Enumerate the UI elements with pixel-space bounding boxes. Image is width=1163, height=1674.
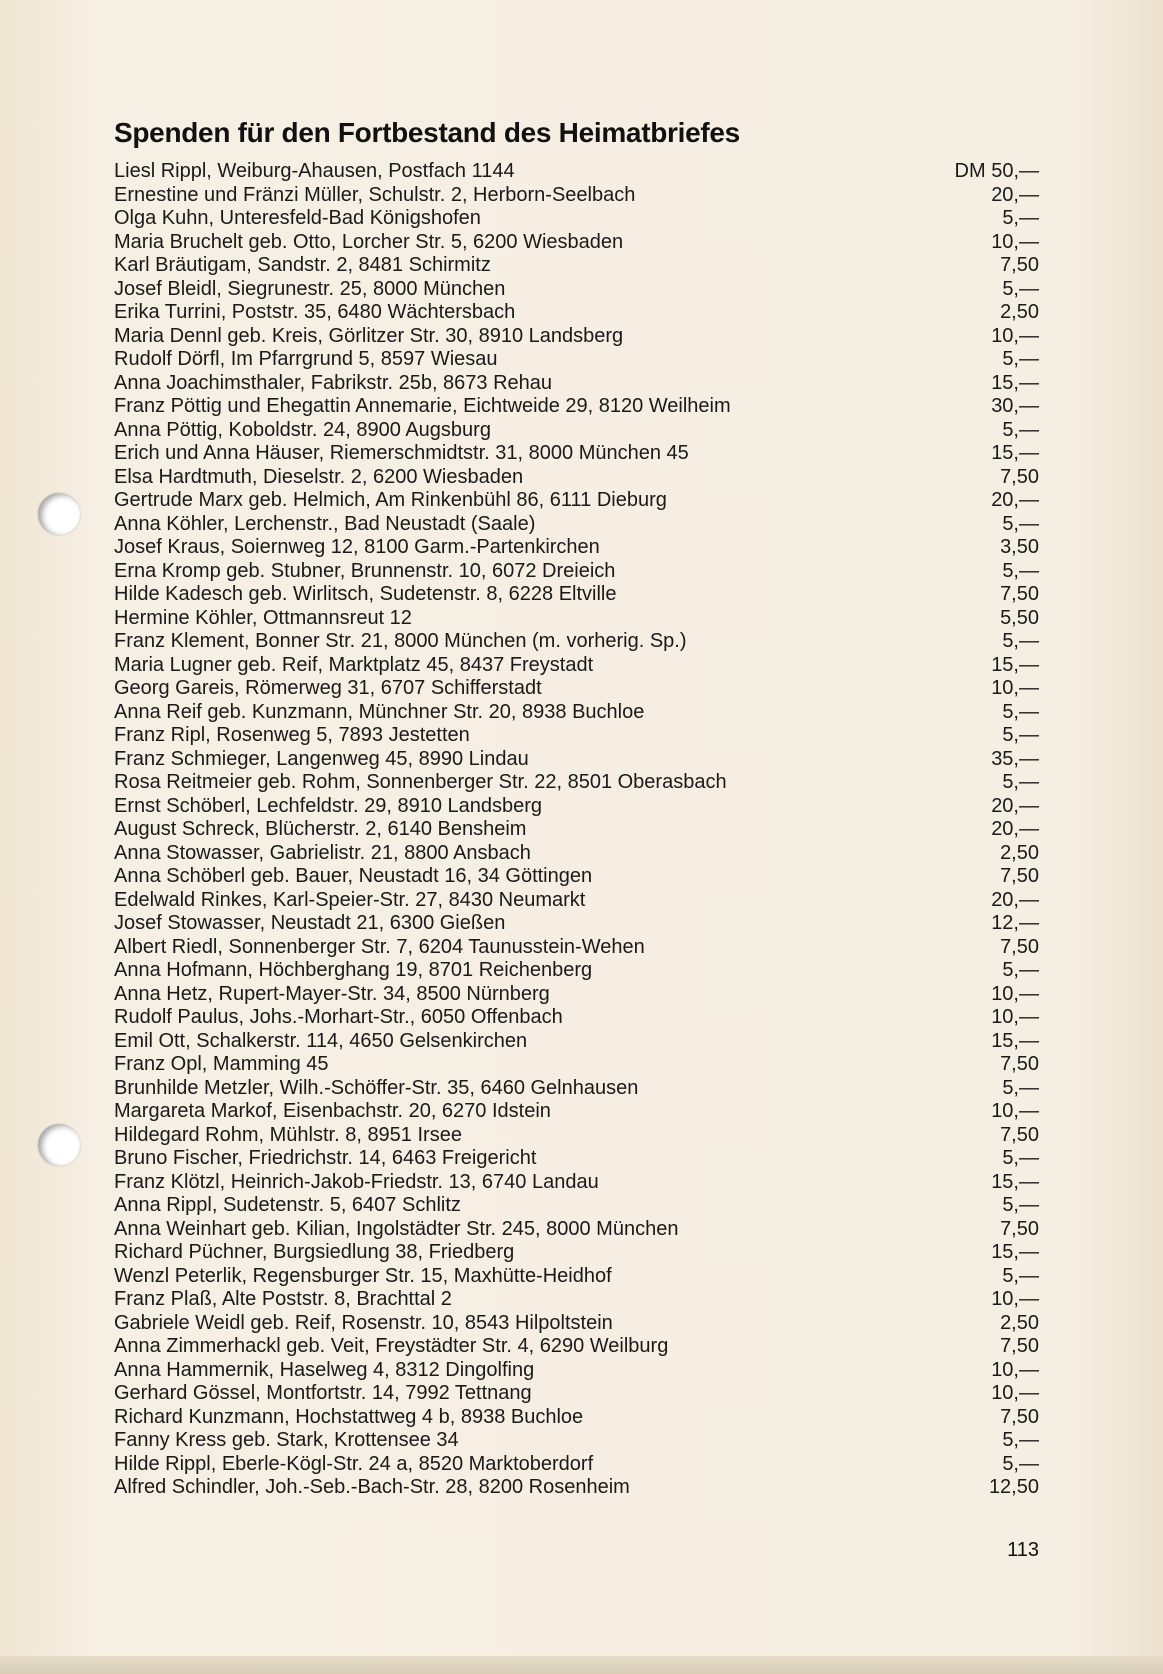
donor-name: Anna Stowasser, Gabrielistr. 21, 8800 Ansbach — [114, 841, 531, 864]
donor-name: Anna Schöberl geb. Bauer, Neustadt 16, 34 Göttingen — [114, 865, 593, 887]
donation-amount: 5,— — [1002, 630, 1039, 652]
donation-amount: 5,— — [1002, 277, 1039, 300]
donation-row — [114, 630, 1039, 654]
donation-row — [114, 160, 1039, 184]
donation-row — [114, 1312, 1039, 1336]
donation-row — [114, 207, 1039, 231]
donation-list — [114, 160, 1039, 1500]
donation-row — [114, 1030, 1039, 1054]
donation-row — [114, 536, 1039, 560]
donor-name: August Schreck, Blücherstr. 2, 6140 Bensheim — [114, 818, 527, 840]
donation-row — [114, 1359, 1039, 1383]
donation-amount: 10,— — [991, 230, 1039, 253]
donor-name: Hilde Kadesch geb. Wirlitsch, Sudetenstr. 8, 6228 Eltville — [114, 583, 617, 605]
page-number: 113 — [1007, 1539, 1039, 1561]
donation-amount: 10,— — [991, 677, 1039, 699]
donation-amount: 5,— — [1002, 724, 1039, 746]
donor-name: Erna Kromp geb. Stubner, Brunnenstr. 10, 6072 Dreieich — [114, 559, 616, 582]
donor-name: Franz Ripl, Rosenweg 5, 7893 Jestetten — [114, 724, 470, 746]
donation-row — [114, 1265, 1039, 1289]
donation-row — [114, 1453, 1039, 1477]
donation-row — [114, 1218, 1039, 1242]
donation-amount: 10,— — [991, 1358, 1039, 1381]
donation-row — [114, 372, 1039, 396]
donation-row — [114, 959, 1039, 983]
donor-name: Hilde Rippl, Eberle-Kögl-Str. 24 a, 8520 Marktoberdorf — [114, 1452, 594, 1475]
donation-row — [114, 748, 1039, 772]
donation-row — [114, 677, 1039, 701]
donation-row — [114, 231, 1039, 255]
page-title: Spenden für den Fortbestand des Heimatbriefes — [114, 117, 740, 148]
donation-amount: 5,— — [1002, 1452, 1039, 1475]
donation-amount: 7,50 — [1000, 1335, 1039, 1357]
donation-amount: 5,— — [1002, 207, 1039, 229]
donation-amount: 7,50 — [1000, 1053, 1039, 1075]
donation-amount: 7,50 — [1000, 1217, 1039, 1240]
donation-row — [114, 912, 1039, 936]
donation-amount: 5,— — [1002, 1147, 1039, 1169]
donation-row — [114, 889, 1039, 913]
donor-name: Anna Weinhart geb. Kilian, Ingolstädter Str. 245, 8000 München — [114, 1217, 679, 1240]
donor-name: Anna Hofmann, Höchberghang 19, 8701 Reichenberg — [114, 959, 593, 981]
donation-row — [114, 1194, 1039, 1218]
donation-amount: 10,— — [991, 982, 1039, 1005]
donation-row — [114, 724, 1039, 748]
donation-amount: 15,— — [991, 653, 1039, 676]
donation-amount: 15,— — [991, 371, 1039, 394]
donation-row — [114, 1053, 1039, 1077]
donation-amount: 5,— — [1002, 1264, 1039, 1287]
donation-amount: 7,50 — [1000, 254, 1039, 276]
donation-amount: 2,50 — [1000, 841, 1039, 864]
donation-row — [114, 348, 1039, 372]
donation-amount: 5,— — [1002, 771, 1039, 793]
donation-row — [114, 301, 1039, 325]
donation-amount: 10,— — [991, 1006, 1039, 1028]
donor-name: Anna Reif geb. Kunzmann, Münchner Str. 20, 8938 Buchloe — [114, 700, 645, 723]
donor-name: Ernestine und Fränzi Müller, Schulstr. 2, Herborn-Seelbach — [114, 183, 636, 206]
donor-name: Erich und Anna Häuser, Riemerschmidtstr. 31, 8000 München 45 — [114, 442, 689, 464]
donation-amount: 7,50 — [1000, 865, 1039, 887]
donation-row — [114, 1124, 1039, 1148]
donor-name: Karl Bräutigam, Sandstr. 2, 8481 Schirmitz — [114, 254, 491, 276]
donation-amount: 10,— — [991, 1288, 1039, 1310]
donation-amount: 5,— — [1002, 1429, 1039, 1451]
donor-name: Olga Kuhn, Unteresfeld-Bad Königshofen — [114, 207, 481, 229]
donor-name: Emil Ott, Schalkerstr. 114, 4650 Gelsenkirchen — [114, 1029, 528, 1052]
donation-row — [114, 842, 1039, 866]
donor-name: Alfred Schindler, Joh.-Seb.-Bach-Str. 28, 8200 Rosenheim — [114, 1476, 630, 1498]
donation-row — [114, 936, 1039, 960]
donor-name: Franz Pöttig und Ehegattin Annemarie, Eichtweide 29, 8120 Weilheim — [114, 395, 731, 417]
donation-row — [114, 654, 1039, 678]
donor-name: Wenzl Peterlik, Regensburger Str. 15, Maxhütte-Heidhof — [114, 1264, 612, 1287]
donation-amount: 2,50 — [1000, 1311, 1039, 1334]
donor-name: Maria Dennl geb. Kreis, Görlitzer Str. 30, 8910 Landsberg — [114, 324, 624, 347]
donation-row — [114, 1288, 1039, 1312]
donation-amount: 7,50 — [1000, 583, 1039, 605]
donor-name: Albert Riedl, Sonnenberger Str. 7, 6204 Taunusstein-Wehen — [114, 935, 645, 958]
donation-amount: 5,— — [1002, 959, 1039, 981]
donation-amount: 35,— — [991, 747, 1039, 770]
donation-amount: 10,— — [991, 1382, 1039, 1404]
donation-row — [114, 442, 1039, 466]
donation-row — [114, 818, 1039, 842]
donor-name: Edelwald Rinkes, Karl-Speier-Str. 27, 8430 Neumarkt — [114, 888, 586, 911]
donation-amount: 15,— — [991, 1170, 1039, 1193]
donor-name: Elsa Hardtmuth, Dieselstr. 2, 6200 Wiesbaden — [114, 465, 524, 488]
donation-amount: 7,50 — [1000, 935, 1039, 958]
donation-amount: 15,— — [991, 1029, 1039, 1052]
donation-amount: 5,— — [1002, 1194, 1039, 1216]
donation-row — [114, 560, 1039, 584]
donor-name: Gerhard Gössel, Montfortstr. 14, 7992 Tettnang — [114, 1382, 532, 1404]
donation-row — [114, 1077, 1039, 1101]
donor-name: Franz Schmieger, Langenweg 45, 8990 Lindau — [114, 747, 529, 770]
donation-amount: 3,50 — [1000, 536, 1039, 558]
donor-name: Maria Lugner geb. Reif, Marktplatz 45, 8437 Freystadt — [114, 653, 594, 676]
donor-name: Anna Zimmerhackl geb. Veit, Freystädter Str. 4, 6290 Weilburg — [114, 1335, 669, 1357]
donor-name: Richard Kunzmann, Hochstattweg 4 b, 8938 Buchloe — [114, 1405, 584, 1428]
donation-row — [114, 513, 1039, 537]
donor-name: Anna Hammernik, Haselweg 4, 8312 Dingolfing — [114, 1358, 535, 1381]
donor-name: Anna Joachimsthaler, Fabrikstr. 25b, 8673 Rehau — [114, 371, 553, 394]
donor-name: Rudolf Dörfl, Im Pfarrgrund 5, 8597 Wiesau — [114, 348, 498, 370]
donation-row — [114, 254, 1039, 278]
donor-name: Georg Gareis, Römerweg 31, 6707 Schifferstadt — [114, 677, 542, 699]
donor-name: Ernst Schöberl, Lechfeldstr. 29, 8910 Landsberg — [114, 794, 543, 817]
donation-row — [114, 1406, 1039, 1430]
donation-row — [114, 1100, 1039, 1124]
donation-amount: 7,50 — [1000, 1123, 1039, 1146]
donor-name: Margareta Markof, Eisenbachstr. 20, 6270 Idstein — [114, 1100, 551, 1122]
donation-amount: 5,— — [1002, 348, 1039, 370]
donation-row — [114, 701, 1039, 725]
donation-amount: 20,— — [991, 818, 1039, 840]
donor-name: Hildegard Rohm, Mühlstr. 8, 8951 Irsee — [114, 1123, 462, 1146]
donor-name: Anna Pöttig, Koboldstr. 24, 8900 Augsburg — [114, 418, 491, 441]
donor-name: Franz Klötzl, Heinrich-Jakob-Friedstr. 13, 6740 Landau — [114, 1170, 599, 1193]
punch-hole — [38, 493, 80, 535]
donation-amount: 2,50 — [1000, 301, 1039, 323]
donation-amount: 10,— — [991, 1100, 1039, 1122]
donation-row — [114, 1429, 1039, 1453]
donor-name: Anna Hetz, Rupert-Mayer-Str. 34, 8500 Nürnberg — [114, 982, 550, 1005]
donation-amount: DM 50,— — [954, 160, 1039, 182]
donation-row — [114, 278, 1039, 302]
donation-row — [114, 1147, 1039, 1171]
donation-row — [114, 583, 1039, 607]
donation-row — [114, 1335, 1039, 1359]
donor-name: Rosa Reitmeier geb. Rohm, Sonnenberger Str. 22, 8501 Oberasbach — [114, 771, 727, 793]
donation-row — [114, 1171, 1039, 1195]
donor-name: Maria Bruchelt geb. Otto, Lorcher Str. 5, 6200 Wiesbaden — [114, 230, 624, 253]
donor-name: Richard Püchner, Burgsiedlung 38, Friedberg — [114, 1241, 515, 1263]
donation-row — [114, 1382, 1039, 1406]
donation-amount: 5,— — [1002, 559, 1039, 582]
donation-amount: 10,— — [991, 324, 1039, 347]
donation-amount: 20,— — [991, 183, 1039, 206]
donation-amount: 5,50 — [1000, 606, 1039, 629]
donation-row — [114, 466, 1039, 490]
donation-row — [114, 1476, 1039, 1500]
donation-amount: 5,— — [1002, 700, 1039, 723]
donation-row — [114, 395, 1039, 419]
paper-edge — [0, 1656, 1163, 1674]
donation-row — [114, 771, 1039, 795]
donor-name: Gabriele Weidl geb. Reif, Rosenstr. 10, 8543 Hilpoltstein — [114, 1311, 613, 1334]
donor-name: Hermine Köhler, Ottmannsreut 12 — [114, 606, 412, 629]
donation-row — [114, 184, 1039, 208]
donor-name: Bruno Fischer, Friedrichstr. 14, 6463 Freigericht — [114, 1147, 537, 1169]
donor-name: Franz Plaß, Alte Poststr. 8, Brachttal 2 — [114, 1288, 452, 1310]
donor-name: Franz Opl, Mamming 45 — [114, 1053, 329, 1075]
donation-amount: 20,— — [991, 888, 1039, 911]
donor-name: Franz Klement, Bonner Str. 21, 8000 München (m. vorherig. Sp.) — [114, 630, 687, 652]
donation-row — [114, 325, 1039, 349]
donor-name: Josef Bleidl, Siegrunestr. 25, 8000 München — [114, 277, 506, 300]
donor-name: Josef Kraus, Soiernweg 12, 8100 Garm.-Partenkirchen — [114, 536, 600, 558]
donation-amount: 7,50 — [1000, 465, 1039, 488]
donation-amount: 12,— — [991, 912, 1039, 934]
donation-amount: 15,— — [991, 1241, 1039, 1263]
punch-hole — [38, 1124, 80, 1166]
donation-amount: 5,— — [1002, 1076, 1039, 1099]
donor-name: Anna Köhler, Lerchenstr., Bad Neustadt (Saale) — [114, 512, 536, 535]
donor-name: Erika Turrini, Poststr. 35, 6480 Wächtersbach — [114, 301, 516, 323]
donation-amount: 30,— — [991, 395, 1039, 417]
donation-amount: 5,— — [1002, 512, 1039, 535]
donation-row — [114, 607, 1039, 631]
donation-amount: 20,— — [991, 489, 1039, 511]
donation-amount: 7,50 — [1000, 1405, 1039, 1428]
donation-row — [114, 795, 1039, 819]
donation-row — [114, 1006, 1039, 1030]
donor-name: Brunhilde Metzler, Wilh.-Schöffer-Str. 35, 6460 Gelnhausen — [114, 1076, 639, 1099]
donation-row — [114, 419, 1039, 443]
donor-name: Anna Rippl, Sudetenstr. 5, 6407 Schlitz — [114, 1194, 461, 1216]
donor-name: Fanny Kress geb. Stark, Krottensee 34 — [114, 1429, 459, 1451]
donation-amount: 20,— — [991, 794, 1039, 817]
donation-row — [114, 865, 1039, 889]
donation-amount: 12,50 — [988, 1476, 1039, 1498]
donation-row — [114, 983, 1039, 1007]
donation-amount: 15,— — [991, 442, 1039, 464]
donor-name: Josef Stowasser, Neustadt 21, 6300 Gießen — [114, 912, 506, 934]
donation-row — [114, 489, 1039, 513]
donor-name: Gertrude Marx geb. Helmich, Am Rinkenbühl 86, 6111 Dieburg — [114, 489, 667, 511]
donor-name: Liesl Rippl, Weiburg-Ahausen, Postfach 1144 — [114, 160, 515, 182]
donation-amount: 5,— — [1002, 418, 1039, 441]
donor-name: Rudolf Paulus, Johs.-Morhart-Str., 6050 Offenbach — [114, 1006, 563, 1028]
donation-row — [114, 1241, 1039, 1265]
